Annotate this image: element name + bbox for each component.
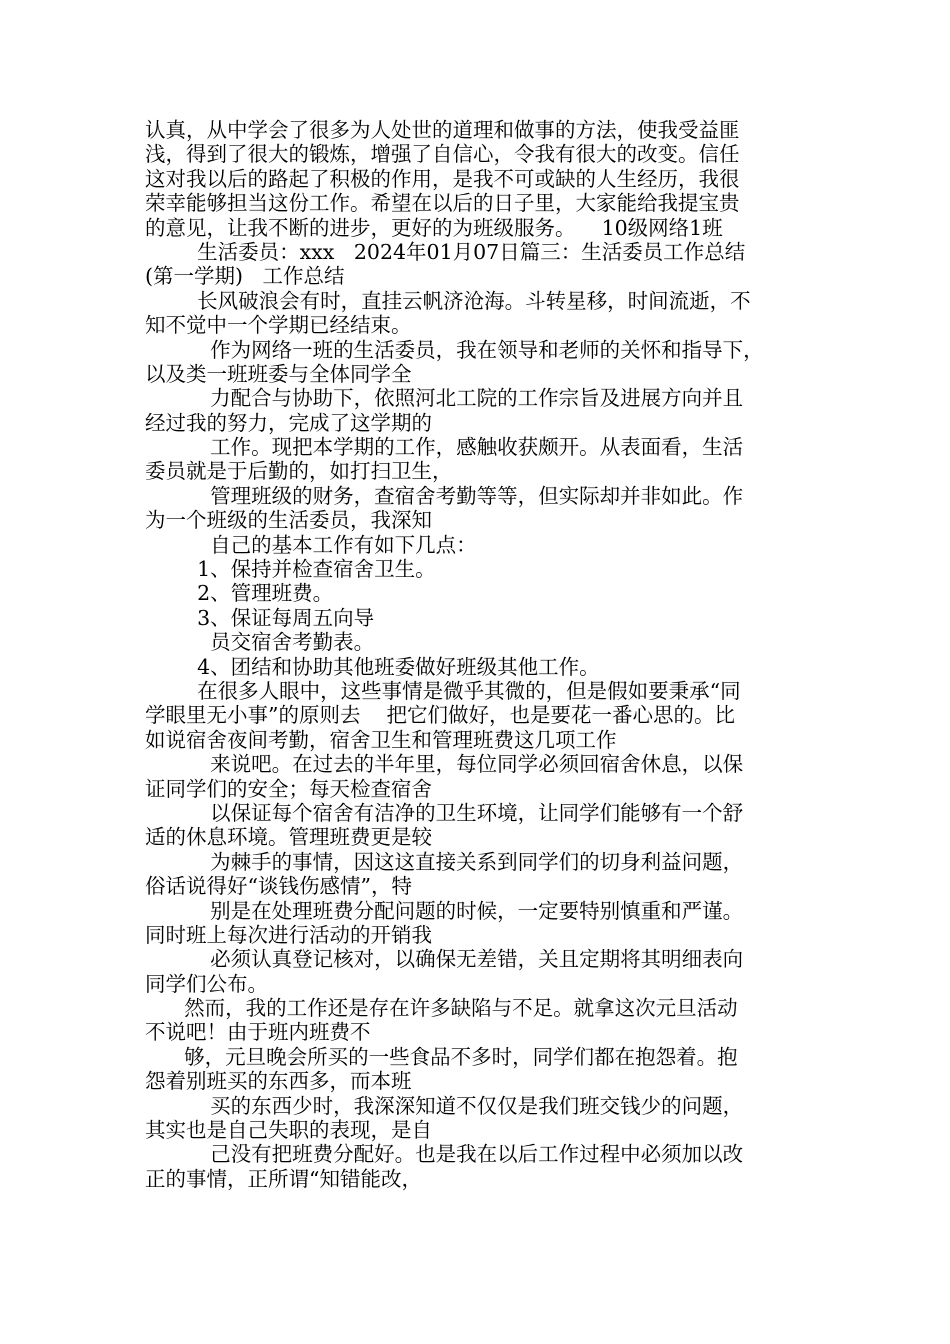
text-line: 同学们公布。 <box>145 971 268 996</box>
text-line: 如说宿舍夜间考勤，宿舍卫生和管理班费这几项工作 <box>145 727 617 752</box>
text-line: 经过我的努力，完成了这学期的 <box>145 410 432 435</box>
list-item-continuation: 员交宿舍考勤表。 <box>145 630 375 655</box>
text-line: 委员就是于后勤的，如打扫卫生， <box>145 459 453 484</box>
text-line: 荣幸能够担当这份工作。希望在以后的日子里，大家能给我提宝贵 <box>145 191 740 216</box>
text-line: 自己的基本工作有如下几点： <box>145 532 477 557</box>
list-item: 4、团结和协助其他班委做好班级其他工作。 <box>145 654 600 679</box>
text-line: 己没有把班费分配好。也是我在以后工作过程中必须加以改 <box>145 1142 744 1167</box>
text-line: 正的事情，正所谓“知错能改， <box>145 1166 422 1191</box>
text-line: 这对我以后的路起了积极的作用，是我不可或缺的人生经历，我很 <box>145 166 740 191</box>
text-line: 别是在处理班费分配问题的时候，一定要特别慎重和严谨。 <box>145 898 744 923</box>
text-line: 来说吧。在过去的半年里，每位同学必须回宿舍休息，以保 <box>145 752 744 777</box>
list-item: 1、保持并检查宿舍卫生。 <box>145 557 436 582</box>
text-line: 证同学们的安全；每天检查宿舍 <box>145 776 432 801</box>
text-line: 够，元旦晚会所买的一些食品不多时，同学们都在抱怨着。抱 <box>145 1044 738 1069</box>
text-line: 必须认真登记核对，以确保无差错，关且定期将其明细表向 <box>145 947 744 972</box>
text-line: 知不觉中一个学期已经结束。 <box>145 313 412 338</box>
text-line: 为棘手的事情，因这这直接关系到同学们的切身利益问题， <box>145 849 744 874</box>
section-heading-line: (第一学期) 工作总结 <box>145 264 345 289</box>
text-line: 认真，从中学会了很多为人处世的道理和做事的方法，使我受益匪 <box>145 118 740 142</box>
text-line: 以保证每个宿舍有洁净的卫生环境，让同学们能够有一个舒 <box>145 800 744 825</box>
text-line: 俗话说得好“谈钱伤感情”，特 <box>145 874 412 899</box>
list-item: 3、保证每周五向导 <box>145 605 375 630</box>
text-line: 管理班级的财务，查宿舍考勤等等，但实际却并非如此。作 <box>145 483 744 508</box>
text-line: 长风破浪会有时，直挂云帆济沧海。斗转星移，时间流逝，不 <box>145 288 751 313</box>
text-line: 同时班上每次进行活动的开销我 <box>145 922 432 947</box>
text-line: 怨着别班买的东西多，而本班 <box>145 1069 412 1094</box>
text-line: 工作。现把本学期的工作，感触收获颇开。从表面看，生活 <box>145 435 744 460</box>
text-line: 不说吧！由于班内班费不 <box>145 1020 371 1045</box>
text-line: 在很多人眼中，这些事情是微乎其微的，但是假如要秉承“同 <box>145 678 741 703</box>
text-line: 为一个班级的生活委员，我深知 <box>145 508 432 533</box>
text-line: 作为网络一班的生活委员，我在领导和老师的关怀和指导下， <box>145 337 764 362</box>
text-line: 生活委员：xxx 2024年01月07日篇三：生活委员工作总结 <box>145 239 746 264</box>
text-line: 学眼里无小事”的原则去 把它们做好，也是要花一番心思的。比 <box>145 703 736 728</box>
text-line: 浅，得到了很大的锻炼，增强了自信心，令我有很大的改变。信任 <box>145 142 740 167</box>
text-line: 然而，我的工作还是存在许多缺陷与不足。就拿这次元旦活动 <box>145 996 738 1021</box>
text-line: 力配合与协助下，依照河北工院的工作宗旨及进展方向并且 <box>145 386 744 411</box>
text-line: 其实也是自己失职的表现，是自 <box>145 1118 432 1143</box>
text-line: 以及类一班班委与全体同学全 <box>145 361 412 386</box>
text-line: 买的东西少时，我深深知道不仅仅是我们班交钱少的问题， <box>145 1093 744 1118</box>
list-item: 2、管理班费。 <box>145 581 334 606</box>
text-line: 适的休息环境。管理班费更是较 <box>145 825 432 850</box>
text-line: 的意见，让我不断的进步，更好的为班级服务。 10级网络1班 <box>145 215 723 240</box>
document-page <box>145 118 815 1191</box>
